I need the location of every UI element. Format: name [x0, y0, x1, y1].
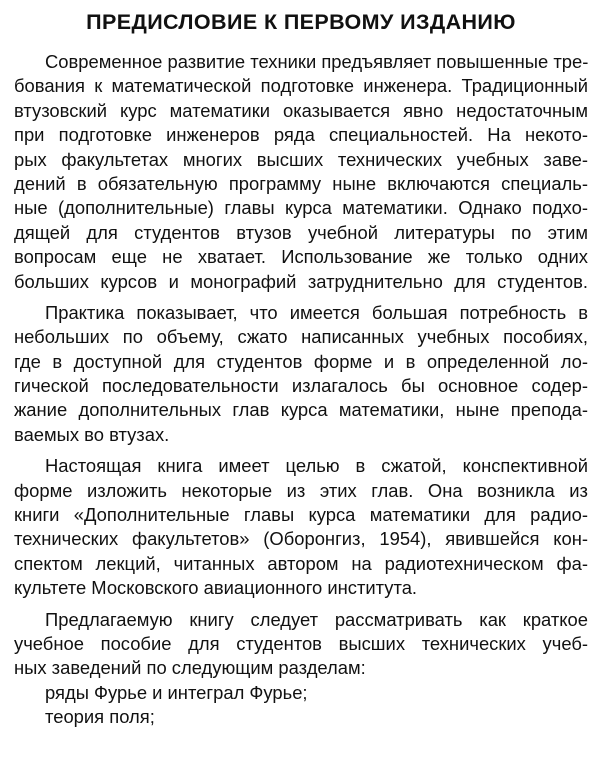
paragraph — [14, 454, 588, 600]
list-item: теория поля; — [45, 706, 155, 728]
paragraph — [14, 301, 588, 447]
text-line: форме изложить некоторые из этих глав. Она возникла из — [14, 479, 588, 501]
text-line: небольших по объему, сжато написанных учебных пособиях, — [14, 326, 588, 348]
document-page — [14, 8, 588, 730]
text-line: вопросам еще не хватает. Использование же только одних — [14, 246, 588, 268]
text-line: ных заведений по следующим разделам: — [14, 657, 366, 679]
text-line: ные (дополнительные) главы курса математики. Однако подхо- — [14, 197, 588, 219]
text-line: Предлагаемую книгу следует рассматривать как краткое — [45, 608, 588, 630]
text-line: ваемых во втузах. — [14, 423, 170, 445]
text-line: Современное развитие техники предъявляет повышенные тре- — [45, 51, 589, 72]
text-line: культете Московского авиационного института. — [14, 577, 418, 599]
text-line: больших курсов и монографий затруднительно для студентов. — [14, 270, 588, 292]
text-line: Практика показывает, что имеется большая потребность в — [45, 301, 588, 323]
page-title: ПРЕДИСЛОВИЕ К ПЕРВОМУ ИЗДАНИЮ — [86, 10, 516, 34]
text-line: жание дополнительных глав курса математики, ныне препода- — [14, 399, 588, 421]
text-line: спектом лекций, читанных автором на радиотехническом фа- — [14, 552, 588, 574]
text-line: Настоящая книга имеет целью в сжатой, конспективной — [45, 455, 588, 477]
text-line: при подготовке инженеров ряда специальностей. На некото- — [14, 124, 588, 146]
paragraph — [14, 608, 588, 681]
topic-list — [14, 681, 588, 730]
text-line: рых факультетах многих высших технических учебных заве- — [14, 148, 588, 170]
text-line: дящей для студентов втузов учебной литературы по этим — [14, 221, 588, 243]
text-line: технических факультетов» (Оборонгиз, 1954), явившейся кон- — [14, 528, 588, 550]
list-item: ряды Фурье и интеграл Фурье; — [45, 681, 308, 703]
text-line: втузовский курс математики оказывается явно недостаточным — [14, 99, 588, 121]
text-line: дений в обязательную программу ныне включаются специаль- — [14, 172, 588, 194]
text-line: учебное пособие для студентов высших технических учеб- — [14, 632, 588, 654]
text-line: книги «Дополнительные главы курса математики для радио- — [14, 504, 588, 526]
text-line: где в доступной для студентов форме и в определенной ло- — [14, 350, 588, 372]
paragraph — [14, 50, 588, 294]
text-line: гической последовательности излагалось бы основное содер- — [14, 375, 588, 397]
text-line: бования к математической подготовке инженера. Традиционный — [14, 75, 588, 97]
